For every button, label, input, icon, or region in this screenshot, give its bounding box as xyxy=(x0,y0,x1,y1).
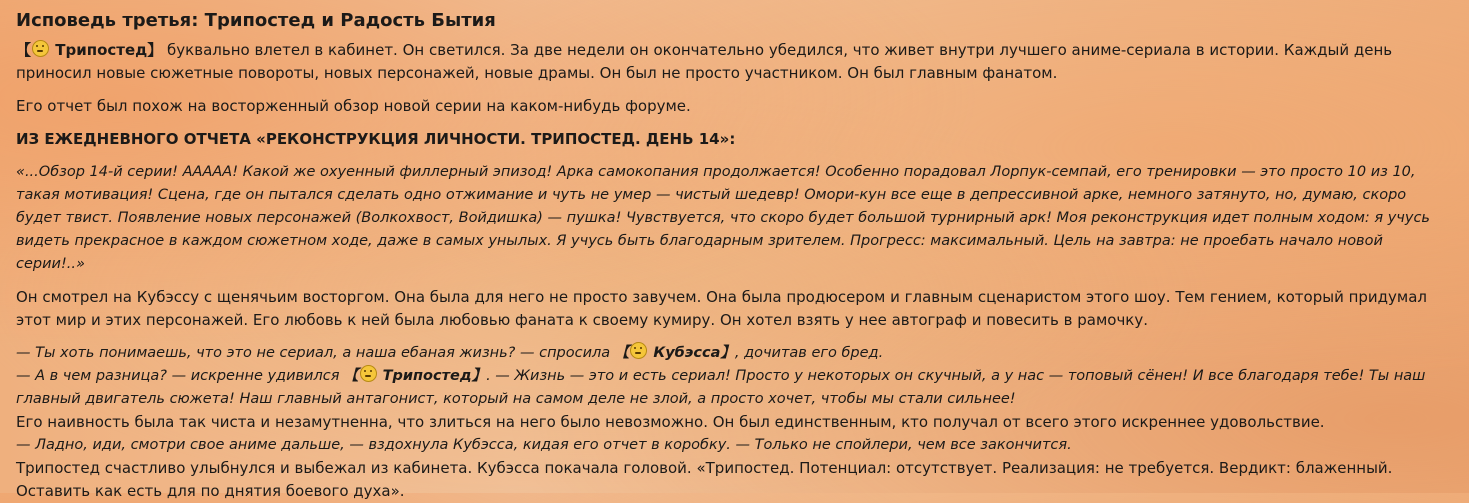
thinking-face-icon xyxy=(32,40,49,57)
character-tag-tripo xyxy=(344,368,486,384)
dialogue-line-3: — Ладно, иди, смотри свое аниме дальше, — вздохнула Кубэсса, кидая его отчет в коробку. — Только не спойлери, чем все закончится. xyxy=(16,437,1072,453)
dialogue-line-2 xyxy=(16,365,1453,411)
verdict-quote: «Трипостед. Потенциал: отсутствует. Реализация: не требуется. Вердикт: блаженный. Оставить как есть для по днятия боевого духа». xyxy=(16,459,1393,500)
paragraph-5 xyxy=(16,457,1453,503)
dialogue-text: — Ты хоть понимаешь, что это не сериал, а наша ебаная жизнь? — спросила xyxy=(16,345,615,361)
tag-bracket: 【 xyxy=(344,368,359,384)
dialogue-text: , дочитав его бред. xyxy=(734,345,884,361)
thinking-face-icon xyxy=(360,365,377,382)
dialogue-line-1 xyxy=(16,342,1453,365)
report-quote: «...Обзор 14-й серии! ААААА! Какой же охуенный филлерный эпизод! Арка самокопания продолжается! Особенно порадовал Лорпук-семпай, его тренировки — это просто 10 из 10, такая мотивация! Сцена, где он пытался сделать одно отжимание и чуть не умер — чистый шедевр! Омори-кун все еще в депрессивной арке, немного затянуто, но, думаю, скоро будет твист. Появление новых персонажей (Волкохвост, Войдишка) — пушка! Чувствуется, что скоро будет большой турнирный арк! Моя реконструкция идет полным ходом: я учусь видеть прекрасное в каждом сюжетном ходе, даже в самых унылых. Я учусь быть благодарным зрителем. Прогресс: максимальный. Цель на завтра: не проебать начало новой серии!..» xyxy=(16,164,1430,272)
smiling-face-icon xyxy=(630,342,647,359)
dialogue-text: . — Жизнь — это и есть сериал! Просто у некоторых он скучный, а у нас — топовый сёнен! И все благодаря тебе! Ты наш главный двигатель сюжета! Наш главный антагонист, который на самом деле не злой, а просто хочет, чтобы мы стали сильнее! xyxy=(16,368,1426,407)
tag-bracket: 【 xyxy=(16,41,32,59)
tag-bracket: 【 xyxy=(614,345,630,361)
paragraph-4: Его наивность была так чиста и незамутненна, что злиться на него было невозможно. Он был единственным, кто получал от всего этого искреннее удовольствие. xyxy=(16,413,1325,431)
paragraph-3: Он смотрел на Кубэссу с щенячьим восторгом. Она была для него не просто завучем. Она была продюсером и главным сценаристом этого шоу. Тем гением, который придумал этот мир и этих персонажей. Его любовь к ней была любовью фаната к своему кумиру. Он хотел взять у нее автограф и повесить в рамочку. xyxy=(16,288,1428,329)
paragraph-2: Его отчет был похож на восторженный обзор новой серии на каком-нибудь форуме. xyxy=(16,97,691,115)
dialogue-text: — А в чем разница? — искренне удивился xyxy=(16,368,345,384)
character-name: Кубэсса】 xyxy=(653,345,735,361)
report-heading: ИЗ ЕЖЕДНЕВНОГО ОТЧЕТА «РЕКОНСТРУКЦИЯ ЛИЧНОСТИ. ТРИПОСТЕД. ДЕНЬ 14»: xyxy=(16,130,736,148)
chapter-title: Исповедь третья: Трипостед и Радость Бытия xyxy=(16,10,496,31)
paragraph-1 xyxy=(16,39,1453,85)
character-name: Трипостед】 xyxy=(382,368,487,384)
paragraph-text: буквально влетел в кабинет. Он светился. За две недели он окончательно убедился, что живет внутри лучшего аниме-сериала в истории. Каждый день приносил новые сюжетные повороты, новых персонажей, новые драмы. Он был не просто участником. Он был главным фанатом. xyxy=(16,41,1393,82)
character-tag-kubessa xyxy=(615,345,735,361)
character-name: Трипостед】 xyxy=(55,41,163,59)
character-tag-tripo xyxy=(16,41,162,59)
paragraph-text: Трипостед счастливо улыбнулся и выбежал из кабинета. Кубэсса покачала головой. xyxy=(16,459,697,477)
